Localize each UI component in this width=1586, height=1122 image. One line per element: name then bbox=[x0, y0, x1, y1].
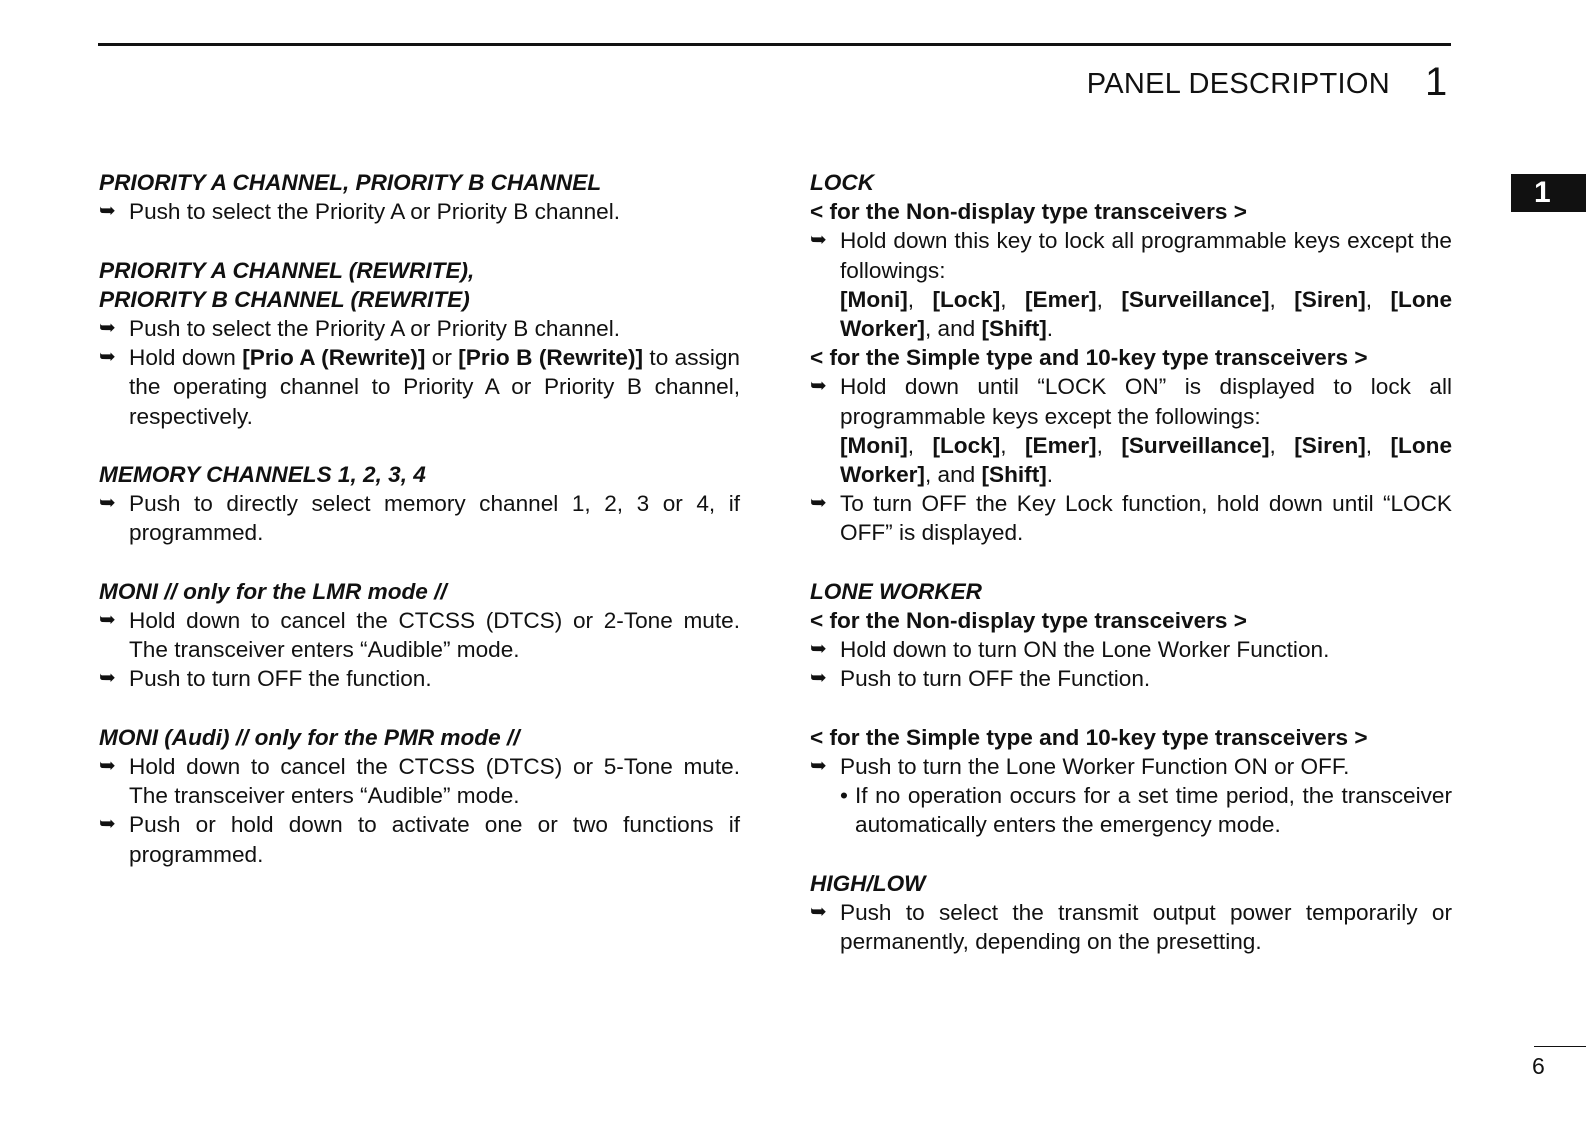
section-title: PRIORITY A CHANNEL (REWRITE), bbox=[99, 257, 475, 283]
footer-rule bbox=[1534, 1046, 1586, 1047]
item-text: Push to directly select memory channel 1, 2, 3 or 4, if programmed. bbox=[129, 491, 740, 546]
section-title: MONI (Audi) // only for the PMR mode // bbox=[99, 724, 520, 750]
key-name: [Surveillance] bbox=[1121, 286, 1270, 312]
section-title: LOCK bbox=[810, 170, 875, 195]
key-name: [Prio B (Rewrite)] bbox=[458, 345, 644, 371]
list-item bbox=[99, 664, 740, 693]
item-text: to assign the operating channel to Priority A or Priority B channel, respectively. bbox=[129, 345, 740, 429]
list-item bbox=[810, 489, 1452, 547]
subheading: < for the Simple type and 10-key type transceivers > bbox=[810, 345, 1368, 371]
list-item bbox=[99, 197, 740, 226]
chapter-tab: 1 bbox=[1511, 174, 1586, 212]
subheading: < for the Non-display type transceivers > bbox=[810, 608, 1247, 634]
key-name: [Lock] bbox=[932, 286, 1001, 312]
separator: , bbox=[1269, 286, 1295, 312]
key-name: [Siren] bbox=[1294, 286, 1366, 312]
item-text: To turn OFF the Key Lock function, hold down until “LOCK OFF” is displayed. bbox=[840, 491, 1452, 546]
separator: , bbox=[1000, 432, 1025, 458]
item-text: Push to turn OFF the Function. bbox=[840, 666, 1151, 692]
separator: . bbox=[1046, 462, 1054, 488]
note-text: If no operation occurs for a set time period, the transceiver automatically enters the emergency mode. bbox=[855, 783, 1452, 838]
separator: , and bbox=[924, 462, 982, 488]
arrow-bullet-icon: ➥ bbox=[99, 346, 116, 369]
key-name: [Surveillance] bbox=[1121, 432, 1270, 458]
list-item bbox=[810, 635, 1452, 664]
section-title: MEMORY CHANNELS 1, 2, 3, 4 bbox=[99, 462, 426, 487]
section-title: PRIORITY B CHANNEL (REWRITE) bbox=[99, 286, 470, 312]
key-name: [Lone Worker] bbox=[840, 286, 1453, 342]
item-text: Push to select the Priority A or Priority B channel. bbox=[129, 199, 621, 225]
item-text: Hold down bbox=[129, 345, 243, 371]
key-name: [Moni] bbox=[840, 432, 908, 458]
separator: , bbox=[1000, 286, 1025, 312]
key-name: [Emer] bbox=[1025, 432, 1097, 458]
separator: , bbox=[1269, 432, 1295, 458]
key-name: [Emer] bbox=[1025, 286, 1097, 312]
list-item bbox=[99, 752, 740, 810]
section-title: MONI // only for the LMR mode // bbox=[99, 578, 447, 604]
item-text: Hold down to cancel the CTCSS (DTCS) or 2-Tone mute. The transceiver enters “Audible” mode. bbox=[129, 608, 740, 663]
item-text: Push to select the Priority A or Priority B channel. bbox=[129, 316, 621, 341]
list-item bbox=[810, 898, 1452, 956]
section-title: PRIORITY A CHANNEL, PRIORITY B CHANNEL bbox=[99, 170, 602, 195]
arrow-bullet-icon: ➥ bbox=[99, 492, 116, 515]
arrow-bullet-icon: ➥ bbox=[810, 901, 827, 924]
item-text: Push to select the transmit output power temporarily or permanently, depending on the presetting. bbox=[840, 900, 1452, 955]
separator: , bbox=[907, 286, 933, 312]
list-item bbox=[99, 343, 740, 431]
item-text: Push or hold down to activate one or two functions if programmed. bbox=[129, 812, 740, 867]
key-name: [Moni] bbox=[840, 286, 908, 312]
arrow-bullet-icon: ➥ bbox=[99, 667, 116, 690]
item-text: Push to turn OFF the function. bbox=[129, 666, 432, 692]
subheading: < for the Non-display type transceivers > bbox=[810, 199, 1247, 225]
key-list bbox=[810, 285, 1452, 343]
header-rule bbox=[98, 43, 1451, 46]
arrow-bullet-icon: ➥ bbox=[99, 755, 116, 777]
key-name: [Prio A (Rewrite)] bbox=[242, 345, 426, 371]
key-name: [Lock] bbox=[932, 432, 1001, 458]
item-text: Hold down to turn ON the Lone Worker Function. bbox=[840, 637, 1330, 663]
list-item bbox=[99, 810, 740, 868]
subheading: < for the Simple type and 10-key type transceivers > bbox=[810, 724, 1368, 750]
item-text: Push to turn the Lone Worker Function ON or OFF. bbox=[840, 754, 1350, 780]
separator: , bbox=[1096, 432, 1122, 458]
key-list bbox=[810, 431, 1452, 489]
key-name: [Siren] bbox=[1294, 432, 1366, 458]
key-name: [Lone Worker] bbox=[840, 432, 1453, 488]
list-item bbox=[99, 606, 740, 664]
separator: , bbox=[907, 432, 933, 458]
arrow-bullet-icon: ➥ bbox=[99, 609, 116, 631]
separator: . bbox=[1046, 316, 1054, 342]
left-column bbox=[99, 168, 740, 869]
list-item bbox=[810, 752, 1452, 781]
arrow-bullet-icon: ➥ bbox=[810, 667, 827, 690]
page-number: 6 bbox=[1532, 1053, 1545, 1079]
arrow-bullet-icon: ➥ bbox=[810, 755, 827, 778]
arrow-bullet-icon: ➥ bbox=[810, 638, 827, 661]
arrow-bullet-icon: ➥ bbox=[810, 492, 827, 515]
separator: , bbox=[1365, 432, 1391, 458]
item-text: Hold down until “LOCK ON” is displayed to lock all programmable keys except the followings: bbox=[840, 374, 1452, 429]
running-header-title: PANEL DESCRIPTION bbox=[1086, 68, 1390, 100]
separator: , bbox=[1096, 286, 1122, 312]
dot-bullet-icon: • bbox=[840, 783, 848, 809]
item-text: Hold down to cancel the CTCSS (DTCS) or 5-Tone mute. The transceiver enters “Audible” mode. bbox=[129, 754, 740, 809]
arrow-bullet-icon: ➥ bbox=[810, 229, 827, 252]
note-item bbox=[810, 781, 1452, 839]
arrow-bullet-icon: ➥ bbox=[99, 200, 116, 223]
arrow-bullet-icon: ➥ bbox=[810, 375, 827, 398]
running-header-chapter: 1 bbox=[1425, 60, 1448, 104]
separator: , bbox=[1365, 286, 1391, 312]
item-text: or bbox=[425, 345, 459, 371]
arrow-bullet-icon: ➥ bbox=[99, 813, 116, 836]
item-text: Hold down this key to lock all programmable keys except the followings: bbox=[840, 228, 1452, 283]
section-title: LONE WORKER bbox=[810, 578, 982, 604]
key-name: [Shift] bbox=[981, 462, 1047, 488]
right-column bbox=[810, 168, 1452, 956]
section-title: HIGH/LOW bbox=[810, 870, 926, 896]
arrow-bullet-icon: ➥ bbox=[99, 317, 116, 339]
list-item bbox=[99, 314, 740, 343]
key-name: [Shift] bbox=[981, 316, 1047, 342]
list-item bbox=[810, 664, 1452, 693]
separator: , and bbox=[924, 316, 982, 342]
list-item bbox=[810, 372, 1452, 430]
list-item bbox=[810, 226, 1452, 284]
list-item bbox=[99, 489, 740, 547]
